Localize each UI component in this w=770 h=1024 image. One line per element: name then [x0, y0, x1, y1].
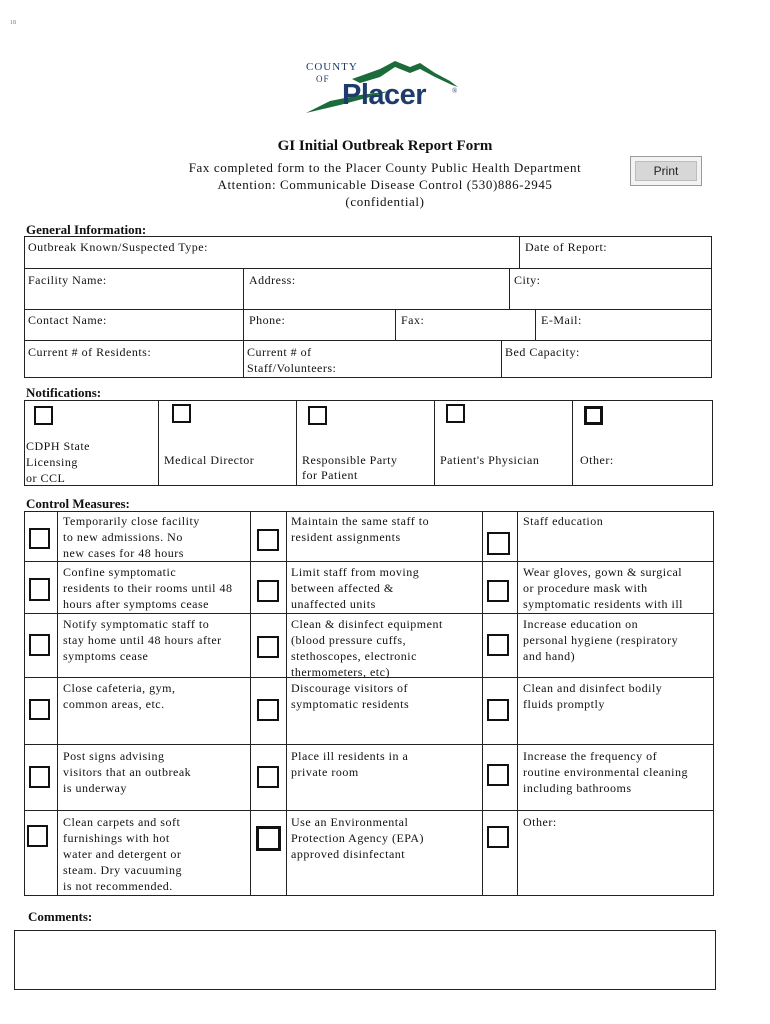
notify-medical-director-label: Medical Director — [164, 453, 255, 467]
facility-name-field[interactable]: Facility Name: — [28, 273, 107, 287]
notify-cdph-label-2: Licensing — [26, 455, 78, 469]
notify-responsible-party-checkbox[interactable] — [308, 406, 327, 425]
cm-clean-carpets-text: Clean carpets and soft furnishings with hot water and detergent or steam. Dry vacuuming is not recommended. — [63, 815, 182, 893]
cm-close-admissions-text: Temporarily close facility to new admissions. No new cases for 48 hours — [63, 514, 200, 560]
cm-epa-disinfectant-checkbox[interactable] — [256, 826, 281, 851]
date-of-report-field[interactable]: Date of Report: — [525, 240, 608, 254]
cm-confine-residents-checkbox[interactable] — [29, 578, 50, 601]
outbreak-type-field[interactable]: Outbreak Known/Suspected Type: — [28, 240, 208, 254]
cm-disinfect-fluids-text: Clean and disinfect bodily fluids promptly — [523, 681, 663, 711]
logo-registered: ® — [452, 87, 458, 95]
comments-textarea[interactable] — [14, 930, 716, 990]
cm-close-cafeteria-checkbox[interactable] — [29, 699, 50, 720]
logo-of: OF — [316, 74, 330, 84]
confidential-note: (confidential) — [345, 194, 425, 209]
print-label: Print — [635, 161, 697, 181]
fax-instruction: Fax completed form to the Placer County Public Health Department — [188, 160, 582, 175]
cm-discourage-visitors-checkbox[interactable] — [257, 699, 279, 721]
print-button[interactable] — [630, 156, 702, 186]
cm-notify-staff-text: Notify symptomatic staff to stay home until 48 hours after symptoms cease — [63, 617, 222, 663]
notify-responsible-party-label-1: Responsible Party — [302, 453, 398, 467]
cm-close-admissions-checkbox[interactable] — [29, 528, 50, 549]
cm-limit-staff-text: Limit staff from moving between affected & unaffected units — [291, 565, 420, 611]
notify-physician-checkbox[interactable] — [446, 404, 465, 423]
cm-clean-equipment-checkbox[interactable] — [257, 636, 279, 658]
logo-county: COUNTY — [306, 61, 358, 73]
email-field[interactable]: E-Mail: — [541, 313, 582, 327]
cm-hygiene-education-checkbox[interactable] — [487, 634, 509, 656]
cm-clean-carpets-checkbox[interactable] — [27, 825, 48, 847]
cm-limit-staff-checkbox[interactable] — [257, 580, 279, 602]
notify-cdph-label-1: CDPH State — [26, 439, 91, 453]
cm-close-cafeteria-text: Close cafeteria, gym, common areas, etc. — [63, 681, 176, 711]
cm-increase-cleaning-checkbox[interactable] — [487, 764, 509, 786]
staff-count-line2: Staff/Volunteers: — [247, 361, 337, 375]
contact-name-field[interactable]: Contact Name: — [28, 313, 107, 327]
cm-post-signs-checkbox[interactable] — [29, 766, 50, 788]
cm-other-checkbox[interactable] — [487, 826, 509, 848]
cm-increase-cleaning-text: Increase the frequency of routine environmental cleaning including bathrooms — [523, 749, 688, 795]
notify-cdph-checkbox[interactable] — [34, 406, 53, 425]
cm-post-signs-text: Post signs advising visitors that an outbreak is underway — [63, 749, 192, 795]
notify-cdph-label-3: or CCL — [26, 471, 66, 485]
cm-hygiene-education-text: Increase education on personal hygiene (respiratory and hand) — [523, 617, 679, 663]
notify-other-label: Other: — [580, 453, 614, 467]
logo-placer: Placer — [342, 79, 427, 111]
page-marker: 18 — [10, 20, 16, 26]
cm-notify-staff-checkbox[interactable] — [29, 634, 50, 656]
cm-ppe-text: Wear gloves, gown & surgical or procedure mask with symptomatic residents with ill — [523, 565, 683, 611]
address-field[interactable]: Address: — [249, 273, 296, 287]
form-title: GI Initial Outbreak Report Form — [277, 138, 493, 154]
cm-private-room-text: Place ill residents in a private room — [291, 749, 409, 779]
fax-field[interactable]: Fax: — [401, 313, 425, 327]
county-logo — [300, 55, 470, 120]
comments-heading: Comments: — [28, 909, 93, 924]
notifications-heading: Notifications: — [26, 385, 102, 400]
cm-staff-education-checkbox[interactable] — [487, 532, 510, 555]
bed-capacity-field[interactable]: Bed Capacity: — [505, 345, 580, 359]
attention-line: Attention: Communicable Disease Control (530)886-2945 — [217, 177, 553, 192]
staff-count-line1[interactable]: Current # of — [247, 345, 312, 359]
cm-epa-disinfectant-text: Use an Environmental Protection Agency (EPA) approved disinfectant — [291, 815, 425, 861]
residents-count-field[interactable]: Current # of Residents: — [28, 345, 152, 359]
general-info-heading: General Information: — [26, 222, 147, 237]
notify-physician-label: Patient's Physician — [440, 453, 540, 467]
cm-private-room-checkbox[interactable] — [257, 766, 279, 788]
cm-other-text: Other: — [523, 815, 557, 829]
city-field[interactable]: City: — [514, 273, 541, 287]
cm-confine-residents-text: Confine symptomatic residents to their rooms until 48 hours after symptoms cease — [63, 565, 233, 611]
cm-same-staff-text: Maintain the same staff to resident assignments — [291, 514, 430, 544]
cm-discourage-visitors-text: Discourage visitors of symptomatic residents — [291, 681, 410, 711]
cm-disinfect-fluids-checkbox[interactable] — [487, 699, 509, 721]
cm-ppe-checkbox[interactable] — [487, 580, 509, 602]
notify-responsible-party-label-2: for Patient — [302, 468, 358, 482]
cm-staff-education-text: Staff education — [523, 514, 604, 528]
phone-field[interactable]: Phone: — [249, 313, 286, 327]
notify-medical-director-checkbox[interactable] — [172, 404, 191, 423]
cm-same-staff-checkbox[interactable] — [257, 529, 279, 551]
notifications-table — [24, 400, 713, 486]
cm-clean-equipment-text: Clean & disinfect equipment (blood pressure cuffs, stethoscopes, electronic thermometers, etc) — [291, 617, 443, 679]
notify-other-checkbox[interactable] — [584, 406, 603, 425]
control-measures-heading: Control Measures: — [26, 496, 130, 511]
